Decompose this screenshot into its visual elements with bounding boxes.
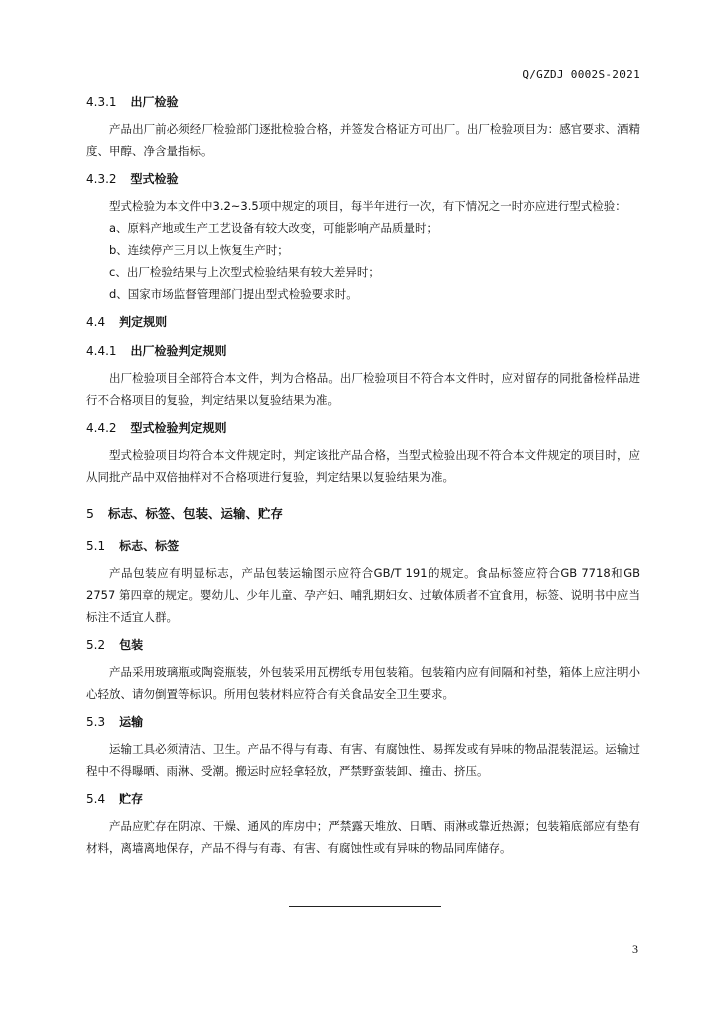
paragraph: 产品包装应有明显标志，产品包装运输图示应符合GB/T 191的规定。食品标签应符合GB 7718和GB 2757 第四章的规定。婴幼儿、少年儿童、孕产妇、哺乳期妇女、过敏体质者不宜食用，标签、说明书中应当标注不适宜人群。 [86, 566, 640, 624]
section-heading [86, 314, 640, 330]
section-heading [86, 506, 640, 522]
section-title: 出厂检验 [130, 95, 179, 109]
section-5-1 [86, 538, 640, 628]
paragraph: 运输工具必须清洁、卫生。产品不得与有毒、有害、有腐蚀性、易挥发或有异味的物品混装混运。运输过程中不得曝晒、雨淋、受潮。搬运时应轻拿轻放，严禁野蛮装卸、撞击、挤压。 [86, 742, 640, 778]
section-title: 包装 [119, 638, 144, 652]
paragraph: 产品应贮存在阴凉、干燥、通风的库房中；严禁露天堆放、日晒、雨淋或靠近热源；包装箱底部应有垫有材料，离墙离地保存，产品不得与有毒、有害、有腐蚀性或有异味的物品同库储存。 [86, 819, 640, 855]
list-item: d、国家市场监督管理部门提出型式检验要求时。 [109, 287, 358, 301]
paragraph: 产品出厂前必须经厂检验部门逐批检验合格，并签发合格证方可出厂。出厂检验项目为：感官要求、酒精度、甲醇、净含量指标。 [86, 122, 640, 158]
section-heading [86, 343, 640, 359]
section-number: 5.3 [86, 715, 106, 729]
section-number: 4.3.2 [86, 172, 117, 186]
section-title: 判定规则 [119, 315, 168, 329]
section-5-2 [86, 637, 640, 705]
list-item: b、连续停产三月以上恢复生产时； [109, 243, 289, 257]
section-number: 4.4 [86, 315, 106, 329]
section-number: 4.3.1 [86, 95, 117, 109]
section-number: 5 [86, 506, 94, 521]
section-heading [86, 171, 640, 187]
section-number: 4.4.1 [86, 344, 117, 358]
section-heading [86, 791, 640, 807]
document-code: Q/GZDJ 0002S-2021 [522, 68, 640, 81]
list-item: a、原料产地或生产工艺设备有较大改变，可能影响产品质量时； [109, 221, 439, 235]
end-rule [289, 906, 441, 907]
section-4-4-1 [86, 343, 640, 411]
section-number: 5.2 [86, 638, 106, 652]
section-5-3 [86, 714, 640, 782]
section-4-3-2 [86, 171, 640, 305]
page-number: 3 [632, 942, 638, 956]
section-number: 4.4.2 [86, 421, 117, 435]
section-title: 标志、标签、包装、运输、贮存 [107, 506, 283, 521]
section-4-3-1 [86, 94, 640, 162]
section-heading [86, 714, 640, 730]
section-heading [86, 637, 640, 653]
section-4-4-2 [86, 420, 640, 488]
paragraph: 产品采用玻璃瓶或陶瓷瓶装，外包装采用瓦楞纸专用包装箱。包装箱内应有间隔和衬垫，箱体上应注明小心轻放、请勿倒置等标识。所用包装材料应符合有关食品安全卫生要求。 [86, 665, 640, 701]
section-title: 运输 [119, 715, 144, 729]
section-number: 5.1 [86, 539, 106, 553]
paragraph: 型式检验为本文件中3.2~3.5项中规定的项目，每半年进行一次，有下情况之一时亦应进行型式检验： [109, 199, 627, 213]
paragraph: 型式检验项目均符合本文件规定时，判定该批产品合格，当型式检验出现不符合本文件规定的项目时，应从同批产品中双倍抽样对不合格项进行复验，判定结果以复验结果为准。 [86, 448, 640, 484]
section-5 [86, 506, 640, 522]
section-heading [86, 94, 640, 110]
section-title: 标志、标签 [119, 539, 180, 553]
section-4-4 [86, 314, 640, 330]
section-heading [86, 538, 640, 554]
section-number: 5.4 [86, 792, 106, 806]
list-item: c、出厂检验结果与上次型式检验结果有较大差异时； [109, 265, 380, 279]
section-title: 出厂检验判定规则 [130, 344, 227, 358]
document-body [86, 94, 640, 859]
section-title: 型式检验 [130, 172, 179, 186]
section-5-4 [86, 791, 640, 859]
section-title: 贮存 [119, 792, 144, 806]
section-heading [86, 420, 640, 436]
section-title: 型式检验判定规则 [130, 421, 227, 435]
paragraph: 出厂检验项目全部符合本文件，判为合格品。出厂检验项目不符合本文件时，应对留存的同批备检样品进行不合格项目的复验，判定结果以复验结果为准。 [86, 371, 640, 407]
